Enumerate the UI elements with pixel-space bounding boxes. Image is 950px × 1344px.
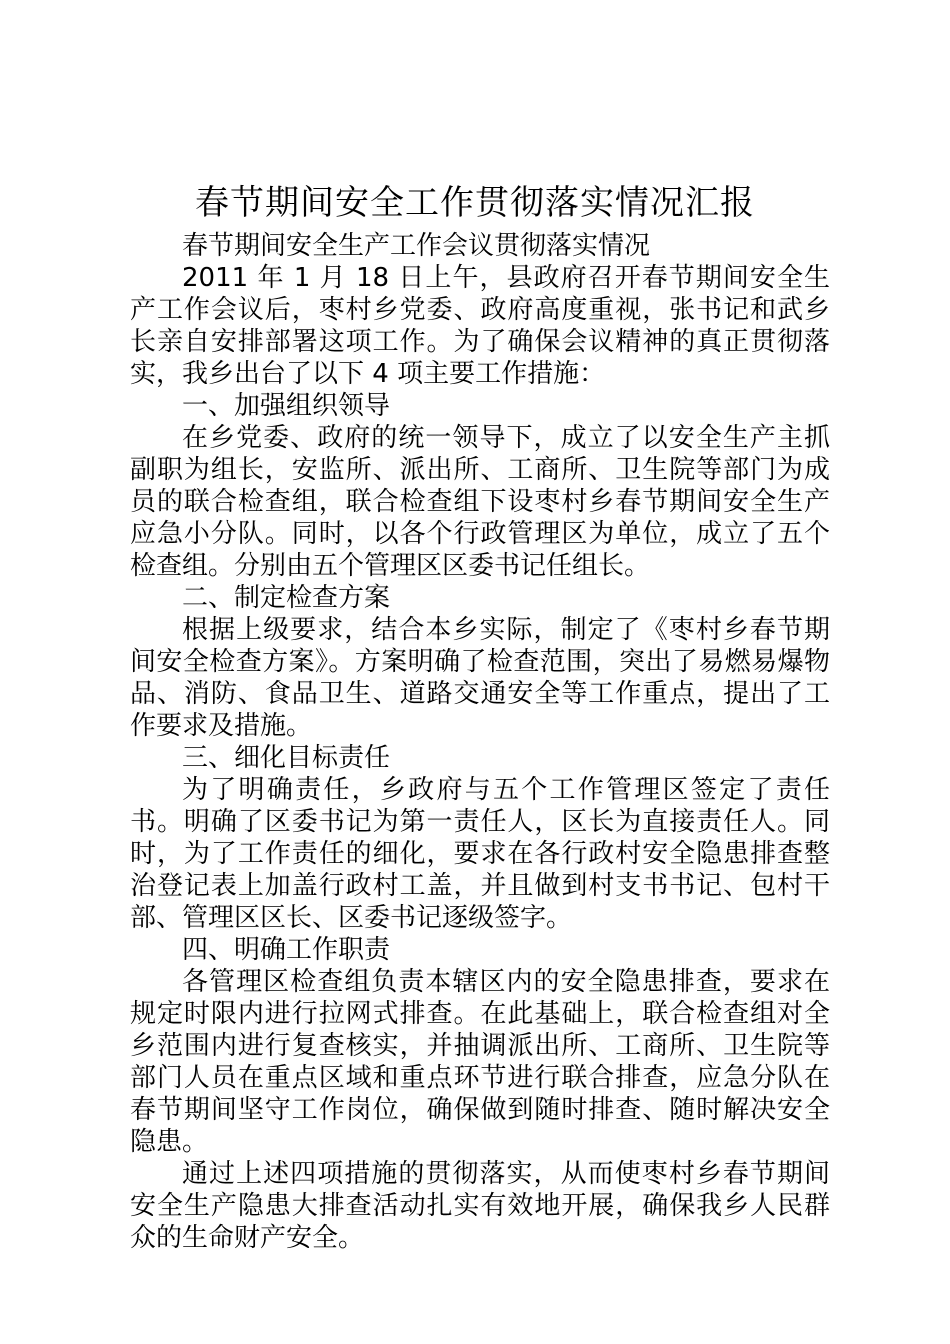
section-heading-intro: 春节期间安全生产工作会议贯彻落实情况 [182, 231, 651, 261]
document-body [130, 230, 830, 1254]
paragraph-3: 为了明确责任，乡政府与五个工作管理区签定了责任书。明确了区委书记为第一责任人，区长为直接责任人。同时，为了工作责任的细化，要求在各行政村安全隐患排查整治登记表上加盖行政村工盖，并且做到村支书书记、包村干部、管理区区长、区委书记逐级签字。 [130, 775, 830, 933]
paragraph-4: 各管理区检查组负责本辖区内的安全隐患排查，要求在规定时限内进行拉网式排查。在此基础上，联合检查组对全乡范围内进行复查核实，并抽调派出所、工商所、卫生院等部门人员在重点区域和重点环节进行联合排查，应急分队在春节期间坚守工作岗位，确保做到随时排查、随时解决安全隐患。 [130, 967, 830, 1157]
section-heading-1: 一、加强组织领导 [182, 391, 391, 421]
section-heading-2: 二、制定检查方案 [182, 583, 391, 613]
section-heading-3: 三、细化目标责任 [182, 743, 391, 773]
paragraph-intro: 2011 年 1 月 18 日上午，县政府召开春节期间安全生产工作会议后，枣村乡党委、政府高度重视，张书记和武乡长亲自安排部署这项工作。为了确保会议精神的真正贯彻落实，我乡出台了以下 4 项主要工作措施： [130, 263, 830, 389]
paragraph-2: 根据上级要求，结合本乡实际，制定了《枣村乡春节期间安全检查方案》。方案明确了检查范围，突出了易燃易爆物品、消防、食品卫生、道路交通安全等工作重点，提出了工作要求及措施。 [130, 615, 830, 741]
paragraph-1: 在乡党委、政府的统一领导下，成立了以安全生产主抓副职为组长，安监所、派出所、工商所、卫生院等部门为成员的联合检查组，联合检查组下设枣村乡春节期间安全生产应急小分队。同时，以各个行政管理区为单位，成立了五个检查组。分别由五个管理区区委书记任组长。 [130, 423, 830, 581]
document-title: 春节期间安全工作贯彻落实情况汇报 [195, 183, 755, 223]
section-heading-4: 四、明确工作职责 [182, 935, 391, 965]
paragraph-conclusion: 通过上述四项措施的贯彻落实，从而使枣村乡春节期间安全生产隐患大排查活动扎实有效地开展，确保我乡人民群众的生命财产安全。 [130, 1159, 830, 1253]
